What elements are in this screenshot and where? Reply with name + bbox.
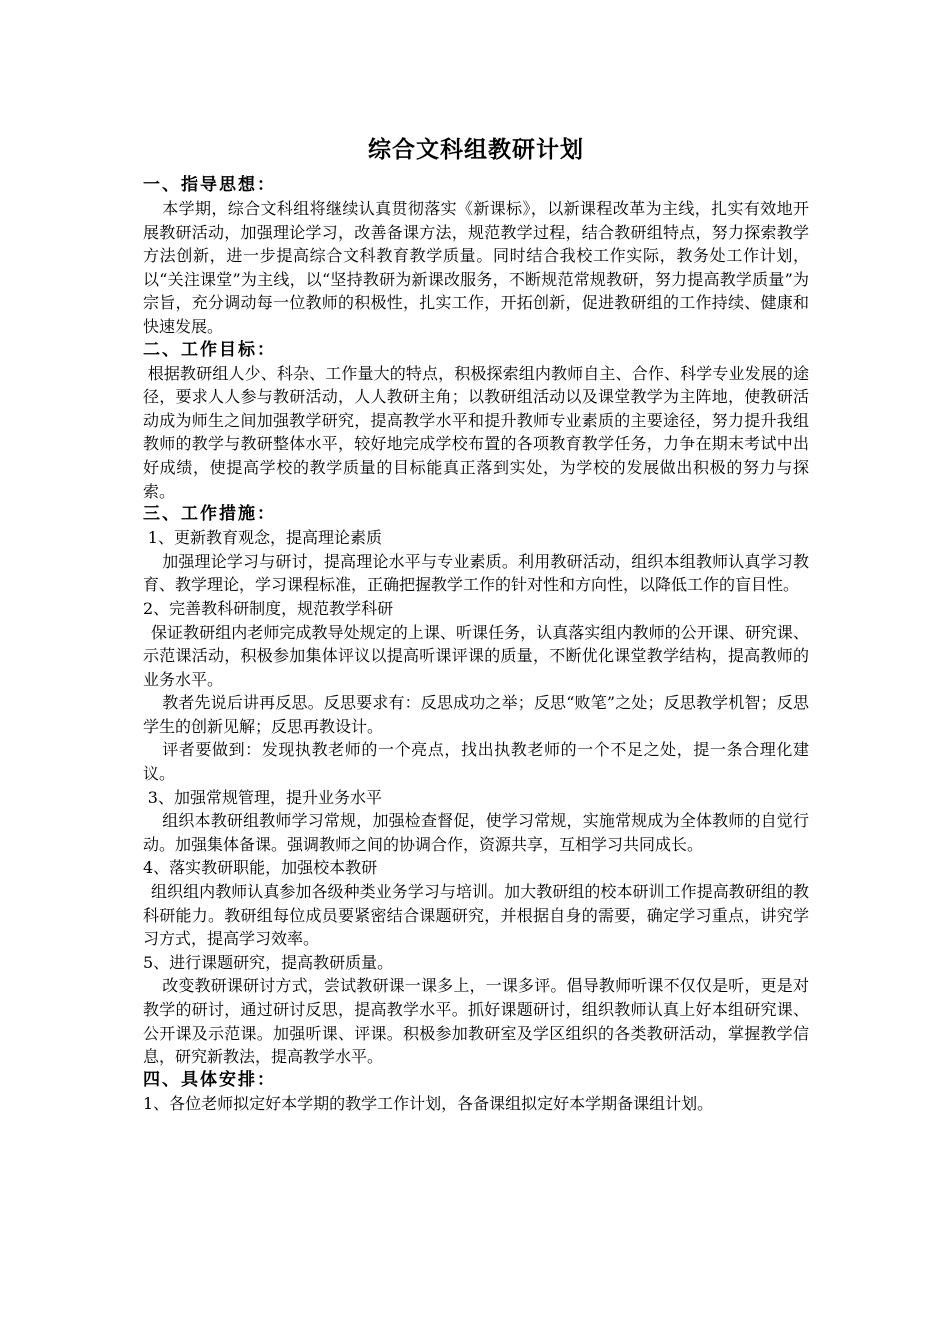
measure-subheading-5: 5、进行课题研究，提高教研质量。 [143, 952, 394, 972]
measure-paragraph: 教者先说后讲再反思。反思要求有：反思成功之举；反思“败笔”之处；反思教学机智；反思学生的创新见解；反思再教设计。 [143, 693, 809, 736]
measure-paragraph: 改变教研课研讨方式，尝试教研课一课多上，一课多评。倡导教师听课不仅仅是听，更是对教学的研讨，通过研讨反思，提高教学水平。抓好课题研讨，组织教师认真上好本组研究课、公开课及示范课。加强听课、评课。积极参加教研室及学区组织的各类教研活动，掌握教学信息，研究新教法，提高教学水平。 [143, 976, 809, 1067]
measure-paragraph: 组织组内教师认真参加各级种类业务学习与培训。加大教研组的校本研训工作提高教研组的教科研能力。教研组每位成员要紧密结合课题研究，并根据自身的需要，确定学习重点，讲究学习方式，提高学习效率。 [143, 882, 809, 949]
measure-paragraph: 组织本教研组教师学习常规，加强检查督促，使学习常规，实施常规成为全体教师的自觉行动。加强集体备课。强调教师之间的协调合作，资源共享，互相学习共同成长。 [143, 811, 809, 854]
document-body [143, 130, 809, 1115]
measure-subheading-2: 2、完善教科研制度，规范教学科研 [143, 598, 394, 618]
section-heading-work-measures: 三、工作措施： [143, 504, 276, 525]
measure-subheading-3: 3、加强常规管理，提升业务水平 [147, 787, 382, 807]
section-heading-specific-arrangements: 四、具体安排： [143, 1069, 276, 1090]
section-heading-work-goals: 二、工作目标： [143, 339, 276, 360]
section-paragraph: 根据教研组人少、科杂、工作量大的特点，积极探索组内教师自主、合作、科学专业发展的途径，要求人人参与教研活动，人人教研主角；以教研组活动以及课堂教学为主阵地，使教研活动成为师生之间加强教学研究，提高教学水平和提升教师专业素质的主要途径，努力提升我组教师的教学与教研整体水平，较好地完成学校布置的各项教育教学任务，力争在期末考试中出好成绩，使提高学校的教学质量的目标能真正落到实处，为学校的发展做出积极的努力与探索。 [143, 363, 809, 501]
measure-paragraph: 保证教研组内老师完成教导处规定的上课、听课任务，认真落实组内教师的公开课、研究课、示范课活动，积极参加集体评议以提高听课评课的质量，不断优化课堂教学结构，提高教师的业务水平。 [143, 622, 809, 689]
section-paragraph: 本学期，综合文科组将继续认真贯彻落实《新课标》，以新课程改革为主线，扎实有效地开展教研活动，加强理论学习，改善备课方法，规范教学过程，结合教研组特点，努力探索教学方法创新，进一步提高综合文科教育教学质量。同时结合我校工作实际，教务处工作计划，以“关注课堂”为主线，以“坚持教研为新课改服务，不断规范常规教研，努力提高教学质量”为宗旨，充分调动每一位教师的积极性，扎实工作，开拓创新，促进教研组的工作持续、健康和快速发展。 [143, 199, 809, 336]
measure-paragraph: 加强理论学习与研讨，提高理论水平与专业素质。利用教研活动，组织本组教师认真学习教育、教学理论，学习课程标准，正确把握教学工作的针对性和方向性，以降低工作的盲目性。 [143, 551, 809, 595]
section-heading-guiding-ideology: 一、指导思想： [143, 175, 276, 195]
measure-subheading-4: 4、落实教研职能，加强校本教研 [143, 858, 378, 878]
measure-paragraph: 评者要做到：发现执教老师的一个亮点，找出执教老师的一个不足之处，提一条合理化建议。 [143, 740, 809, 784]
document-title: 综合文科组教研计划 [368, 136, 584, 163]
measure-subheading-1: 1、更新教育观念，提高理论素质 [147, 528, 382, 548]
arrangement-item-1: 1、各位老师拟定好本学期的教学工作计划，各备课组拟定好本学期备课组计划。 [143, 1093, 714, 1113]
